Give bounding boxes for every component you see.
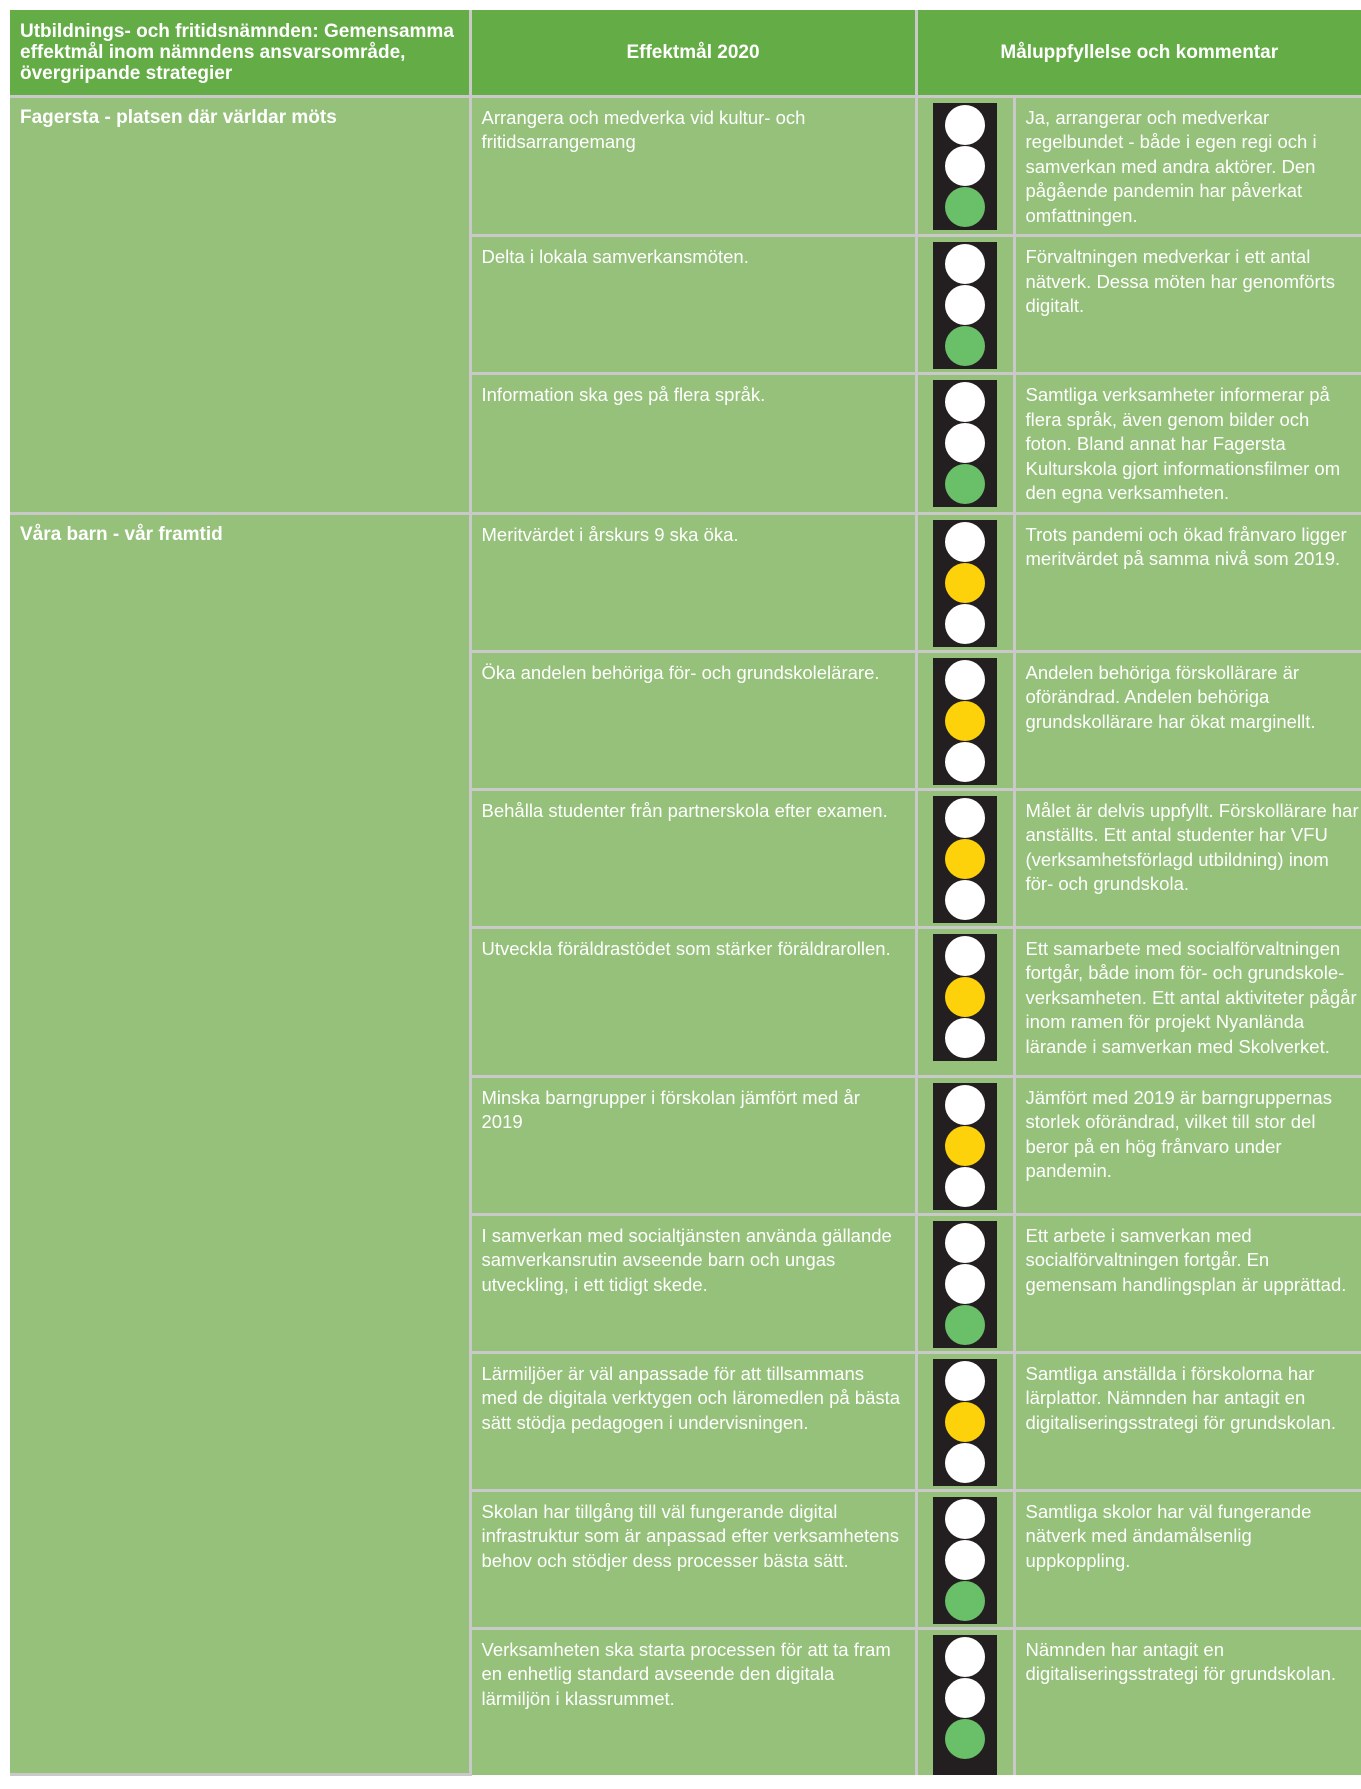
bottom-lamp [945, 880, 985, 920]
top-lamp [945, 1499, 985, 1539]
goal-cell: Meritvärdet i årskurs 9 ska öka. [470, 513, 916, 651]
top-lamp [945, 798, 985, 838]
traffic-light-icon [933, 934, 997, 1061]
comment-cell: Samtliga skolor har väl fungerande nätverk med ändamålsenlig uppkoppling. [1014, 1490, 1361, 1628]
top-lamp [945, 1085, 985, 1125]
status-cell [916, 1076, 1014, 1214]
comment-cell: Trots pandemi och ökad frånvaro ligger meritvärdet på samma nivå som 2019. [1014, 513, 1361, 651]
middle-lamp [945, 1540, 985, 1580]
strategy-cell: Fagersta - platsen där världar möts [10, 96, 470, 513]
status-cell [916, 789, 1014, 927]
table-row [10, 96, 1361, 236]
bottom-lamp [945, 1719, 985, 1759]
comment-cell: Samtliga anställda i förskolorna har lärplattor. Nämnden har antagit en digitaliseringsstrategi för grundskolan. [1014, 1352, 1361, 1490]
top-lamp [945, 382, 985, 422]
traffic-light-icon [933, 380, 997, 507]
top-lamp [945, 1361, 985, 1401]
status-cell [916, 1490, 1014, 1628]
comment-cell: Målet är delvis uppfyllt. Förskollärare har anställts. Ett antal studenter har VFU (verksamhetsförlagd utbildning) inom för- och grundskola. [1014, 789, 1361, 927]
bottom-lamp [945, 1018, 985, 1058]
status-cell [916, 513, 1014, 651]
goals-table [10, 10, 1361, 1776]
goal-cell: Utveckla föräldrastödet som stärker föräldrarollen. [470, 927, 916, 1076]
middle-lamp [945, 1126, 985, 1166]
comment-cell: Nämnden har antagit en digitaliseringsstrategi för grundskolan. [1014, 1628, 1361, 1775]
traffic-light-icon [933, 242, 997, 369]
bottom-lamp [945, 464, 985, 504]
header-row [10, 10, 1361, 96]
status-cell [916, 651, 1014, 789]
comment-cell: Samtliga verksamheter informerar på flera språk, även genom bilder och foton. Bland annat har Fagersta Kulturskola gjort informationsfilmer om den egna verksamheten. [1014, 374, 1361, 514]
traffic-light-icon [933, 1497, 997, 1624]
table-row [10, 513, 1361, 651]
status-cell [916, 374, 1014, 514]
top-lamp [945, 105, 985, 145]
strategy-cell: Våra barn - vår framtid [10, 513, 470, 1775]
top-lamp [945, 522, 985, 562]
traffic-light-icon [933, 1221, 997, 1348]
header-strategy: Utbildnings- och fritidsnämnden: Gemensamma effektmål inom nämndens ansvarsområde, övergripande strategier [10, 10, 470, 96]
traffic-light-icon [933, 1083, 997, 1210]
status-cell [916, 1352, 1014, 1490]
bottom-lamp [945, 1581, 985, 1621]
traffic-light-icon [933, 1359, 997, 1486]
goal-cell: Information ska ges på flera språk. [470, 374, 916, 514]
goal-cell: Delta i lokala samverkansmöten. [470, 236, 916, 374]
middle-lamp [945, 977, 985, 1017]
comment-cell: Ett samarbete med socialförvaltningen fortgår, både inom för- och grundskole-verksamheten. Ett antal aktiviteter pågår inom ramen för projekt Nyanlända lärande i samverkan med Skolverket. [1014, 927, 1361, 1076]
middle-lamp [945, 1264, 985, 1304]
goal-cell: Arrangera och medverka vid kultur- och fritidsarrangemang [470, 96, 916, 236]
bottom-lamp [945, 1167, 985, 1207]
top-lamp [945, 936, 985, 976]
header-result: Måluppfyllelse och kommentar [916, 10, 1361, 96]
middle-lamp [945, 1402, 985, 1442]
bottom-lamp [945, 326, 985, 366]
goal-cell: Verksamheten ska starta processen för att ta fram en enhetlig standard avseende den digitala lärmiljön i klassrummet. [470, 1628, 916, 1775]
goal-cell: I samverkan med socialtjänsten använda gällande samverkansrutin avseende barn och ungas utveckling, i ett tidigt skede. [470, 1214, 916, 1352]
middle-lamp [945, 423, 985, 463]
goal-cell: Lärmiljöer är väl anpassade för att tillsammans med de digitala verktygen och läromedlen på bästa sätt stödja pedagogen i undervisningen. [470, 1352, 916, 1490]
comment-cell: Ett arbete i samverkan med socialförvaltningen fortgår. En gemensam handlingsplan är upprättad. [1014, 1214, 1361, 1352]
top-lamp [945, 660, 985, 700]
middle-lamp [945, 146, 985, 186]
traffic-light-icon [933, 520, 997, 647]
bottom-lamp [945, 1305, 985, 1345]
status-cell [916, 96, 1014, 236]
header-goal: Effektmål 2020 [470, 10, 916, 96]
top-lamp [945, 1223, 985, 1263]
goal-cell: Behålla studenter från partnerskola efter examen. [470, 789, 916, 927]
traffic-light-icon [933, 796, 997, 923]
status-cell [916, 1214, 1014, 1352]
traffic-light-icon [933, 658, 997, 785]
bottom-lamp [945, 742, 985, 782]
traffic-light-icon [933, 103, 997, 230]
bottom-lamp [945, 1443, 985, 1483]
top-lamp [945, 244, 985, 284]
comment-cell: Jämfört med 2019 är barngruppernas storlek oförändrad, vilket till stor del beror på en hög frånvaro under pandemin. [1014, 1076, 1361, 1214]
goal-cell: Minska barngrupper i förskolan jämfört med år 2019 [470, 1076, 916, 1214]
bottom-lamp [945, 187, 985, 227]
middle-lamp [945, 563, 985, 603]
traffic-light-icon [933, 1635, 997, 1775]
middle-lamp [945, 285, 985, 325]
comment-cell: Ja, arrangerar och medverkar regelbundet - både i egen regi och i samverkan med andra aktörer. Den pågående pandemin har påverkat omfattningen. [1014, 96, 1361, 236]
comment-cell: Andelen behöriga förskollärare är oförändrad. Andelen behöriga grundskollärare har ökat marginellt. [1014, 651, 1361, 789]
goal-cell: Öka andelen behöriga för- och grundskolelärare. [470, 651, 916, 789]
comment-cell: Förvaltningen medverkar i ett antal nätverk. Dessa möten har genomförts digitalt. [1014, 236, 1361, 374]
goal-cell: Skolan har tillgång till väl fungerande digital infrastruktur som är anpassad efter verksamhetens behov och stödjer dess processer bästa sätt. [470, 1490, 916, 1628]
middle-lamp [945, 701, 985, 741]
middle-lamp [945, 839, 985, 879]
status-cell [916, 1628, 1014, 1775]
status-cell [916, 927, 1014, 1076]
top-lamp [945, 1637, 985, 1677]
bottom-lamp [945, 604, 985, 644]
status-cell [916, 236, 1014, 374]
middle-lamp [945, 1678, 985, 1718]
